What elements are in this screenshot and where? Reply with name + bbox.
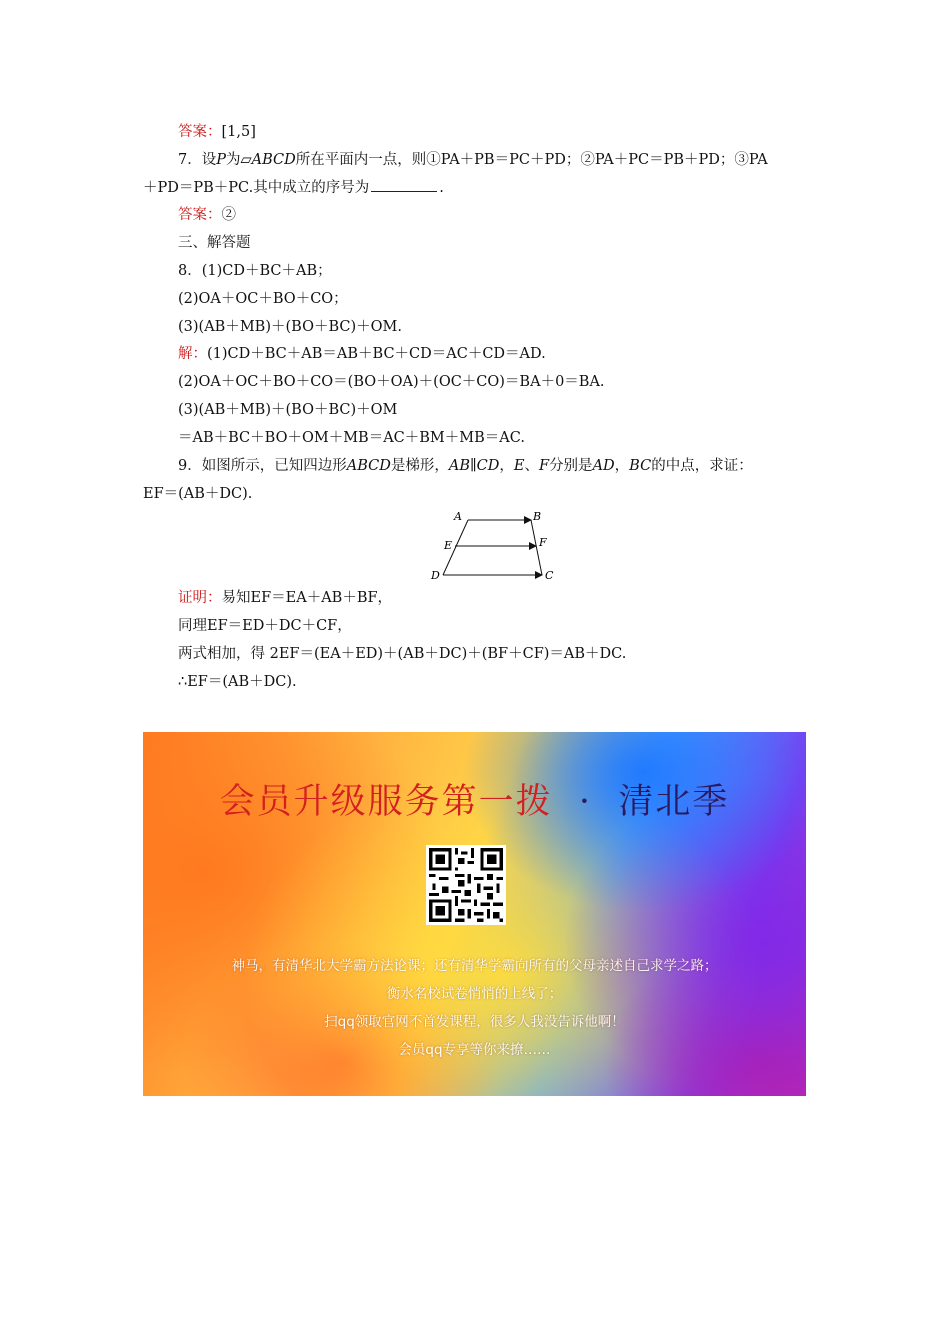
sol8-text: (1)CD＋BC＋AB＝AB＋BC＋CD＝AC＋CD＝AD.: [207, 346, 546, 362]
q9-parallel: AB∥CD: [448, 458, 500, 474]
sol8-line-4: ＝AB＋BC＋BO＋OM＋MB＝AC＋BM＋MB＝AC.: [178, 430, 525, 446]
qr-code[interactable]: [426, 845, 506, 925]
q9-point-f: F: [539, 458, 550, 474]
promo-line-2: 衡水名校试卷悄悄的上线了；: [386, 986, 563, 1002]
q9-line-1: [178, 456, 753, 476]
answer-label: 答案：: [178, 207, 222, 223]
label-f: F: [539, 536, 547, 549]
q9-text: 、: [524, 458, 539, 474]
banner-title-dark: 清北季: [618, 782, 730, 822]
promo-banner[interactable]: [143, 732, 806, 1096]
label-c: C: [545, 569, 554, 582]
banner-title-dot: ·: [578, 782, 593, 822]
q9-text: 是梯形，: [390, 458, 449, 474]
answer-6: [178, 122, 256, 142]
answer-value: [1,5]: [221, 124, 256, 140]
q9-text: 9．如图所示，已知四边形: [178, 458, 347, 474]
q8-line-2: (2)OA＋OC＋BO＋CO；: [178, 291, 348, 307]
answer-label: 答案：: [178, 124, 222, 140]
question-7-line-2: [143, 177, 444, 198]
label-a: A: [454, 510, 462, 523]
proof-label: 证明：: [178, 590, 222, 606]
banner-title-red: 会员升级服务第一拨: [219, 782, 553, 822]
question-7-line-1: [178, 150, 768, 170]
q9-text: ，: [614, 458, 630, 474]
q9-text: ，: [499, 458, 514, 474]
parallelogram-symbol: ▱: [240, 152, 252, 168]
promo-line-3: 扫qq领取官网不首发课程，很多人我没告诉他啊！: [324, 1014, 625, 1030]
label-d: D: [431, 569, 440, 582]
proof9-line-2: 同理EF＝ED＋DC＋CF，: [178, 618, 352, 634]
q8-line-1: 8．(1)CD＋BC＋AB；: [178, 263, 332, 279]
q9-line-2: EF＝(AB＋DC).: [143, 486, 253, 502]
answer-7: [178, 205, 236, 225]
answer-value: ②: [221, 207, 236, 223]
q7-text-rest: 所在平面内一点，则①PA＋PB＝PC＋PD；②PA＋PC＝PB＋PD；③PA: [295, 152, 768, 168]
section-heading: 三、解答题: [178, 235, 251, 251]
label-e: E: [444, 539, 453, 552]
sol8-line-1: [178, 344, 546, 364]
q7-quad: ABCD: [251, 152, 296, 168]
q7-text: 为: [226, 152, 241, 168]
q7-line2-text: ＋PD＝PB＋PC.其中成立的序号为: [143, 180, 370, 196]
promo-line-4: 会员qq专享等你来撩……: [398, 1042, 551, 1058]
q9-quad: ABCD: [346, 458, 391, 474]
q9-segment-bc: BC: [629, 458, 652, 474]
answer-blank: [371, 177, 437, 192]
label-b: B: [533, 510, 542, 523]
q7-point: P: [216, 152, 226, 168]
proof9-line-3: 两式相加，得 2EF＝(EA＋ED)＋(AB＋DC)＋(BF＋CF)＝AB＋DC.: [178, 646, 627, 662]
q7-number: 7．设: [178, 152, 217, 168]
sol8-line-3: (3)(AB＋MB)＋(BO＋BC)＋OM: [178, 402, 398, 418]
solution-label: 解：: [178, 346, 207, 362]
q9-segment-ad: AD: [592, 458, 615, 474]
q7-line2-end: .: [439, 180, 444, 196]
proof9-text: 易知EF＝EA＋AB＋BF，: [221, 590, 393, 606]
sol8-line-2: (2)OA＋OC＋BO＋CO＝(BO＋OA)＋(OC＋CO)＝BA＋0＝BA.: [178, 374, 605, 390]
banner-title: [143, 774, 806, 824]
proof9-line-1: [178, 588, 392, 608]
q8-line-3: (3)(AB＋MB)＋(BO＋BC)＋OM.: [178, 319, 402, 335]
q9-text: 分别是: [549, 458, 593, 474]
promo-line-1: 神马，有清华北大学霸方法论课；还有清华学霸向所有的父母亲述自己求学之路；: [231, 958, 718, 974]
proof9-line-4: ∴EF＝(AB＋DC).: [178, 674, 297, 690]
trapezoid-figure: [428, 508, 558, 588]
q9-point-e: E: [513, 458, 525, 474]
q9-text: 的中点，求证：: [651, 458, 753, 474]
